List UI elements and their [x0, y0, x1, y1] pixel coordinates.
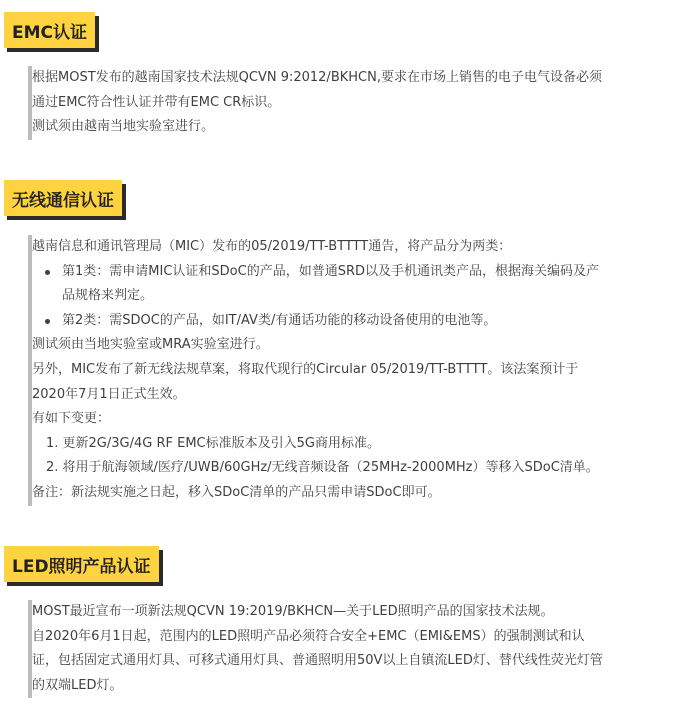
led-heading-label: LED照明产品认证 [4, 546, 159, 582]
led-line-1: MOST最近宣布一项新法规QCVN 19:2019/BKHCN—关于LED照明产品的国家技术法规。 [32, 604, 554, 619]
led-content [28, 600, 670, 698]
emc-heading [4, 12, 95, 48]
emc-line-2: 通过EMC符合性认证并带有EMC CR标识。 [32, 94, 281, 110]
led-heading [4, 546, 159, 582]
bullet-item-1: 第1类：需申请MIC认证和SDoC的产品，如普通SRD以及手机通讯类产品，根据海关编码及产 [32, 260, 670, 285]
wireless-note: 备注：新法规实施之日起，移入SDoC清单的产品只需申请SDoC即可。 [32, 484, 441, 500]
wireless-intro: 越南信息和通讯管理局（MIC）发布的05/2019/TT-BTTTT通告，将产品分为两类： [32, 239, 512, 254]
emc-line-1: 根据MOST发布的越南国家技术法规QCVN 9:2012/BKHCN,要求在市场上销售的电子电气设备必须 [32, 70, 602, 85]
wireless-heading [4, 180, 122, 216]
emc-content [28, 66, 670, 140]
wireless-heading-label: 无线通信认证 [4, 180, 122, 216]
emc-line-3: 测试须由越南当地实验室进行。 [32, 119, 215, 135]
wireless-line-date: 2020年7月1日正式生效。 [32, 386, 186, 402]
wireless-line-draft: 另外，MIC发布了新无线法规草案，将取代现行的Circular 05/2019/TT-BTTTT。该法案预计于 [32, 361, 579, 377]
numbered-item-1: 1. 更新2G/3G/4G RF EMC标准版本及引入5G商用标准。 [46, 435, 380, 451]
wireless-line-changes: 有如下变更： [32, 411, 111, 427]
wireless-content [28, 235, 670, 506]
numbered-item-2: 2. 将用于航海领域/医疗/UWB/60GHz/无线音频设备（25MHz-2000MHz）等移入SDoC清单。 [46, 460, 599, 476]
emc-heading-label: EMC认证 [4, 12, 95, 48]
bullet-item-1-continued: 品规格来判定。 [62, 288, 154, 304]
led-line-4: 的双端LED灯。 [32, 677, 123, 693]
led-line-2: 自2020年6月1日起，范围内的LED照明产品必须符合安全+EMC（EMI&EMS）的强制测试和认 [32, 628, 585, 644]
led-line-3: 证，包括固定式通用灯具、可移式通用灯具、普通照明用50V以上自镇流LED灯、替代线性荧光灯管 [32, 653, 603, 669]
wireless-line-lab: 测试须由当地实验室或MRA实验室进行。 [32, 337, 269, 353]
bullet-item-2: 第2类：需SDOC的产品，如IT/AV类/有通话功能的移动设备使用的电池等。 [32, 309, 670, 334]
